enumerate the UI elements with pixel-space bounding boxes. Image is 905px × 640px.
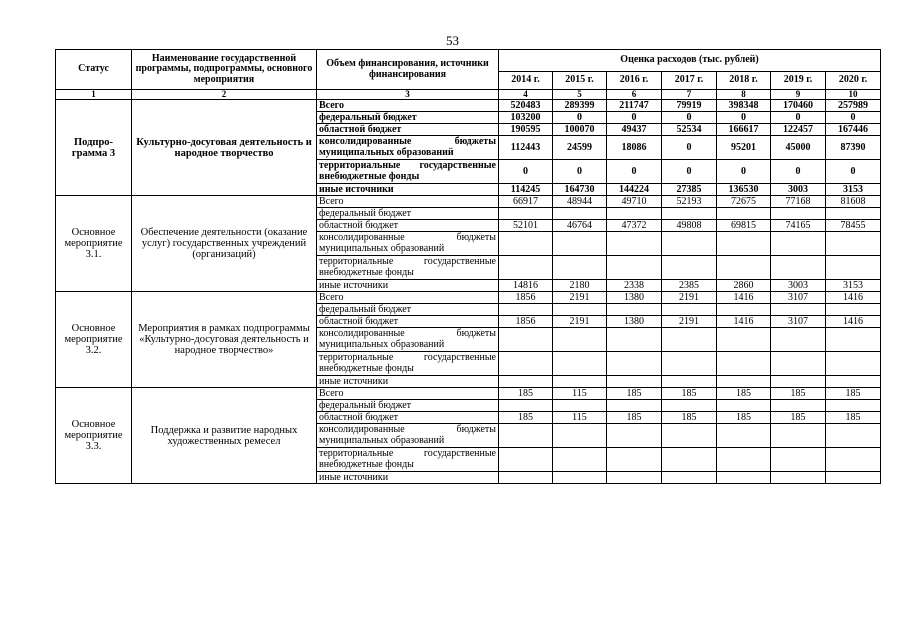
value-cell: 0 [826, 112, 881, 124]
value-cell [771, 256, 826, 280]
value-cell: 185 [499, 388, 553, 400]
value-cell [771, 232, 826, 256]
table-row [56, 292, 881, 304]
value-cell [717, 424, 771, 448]
value-cell [771, 328, 826, 352]
value-cell [717, 448, 771, 472]
funding-source: консолидированные бюджеты муниципальных образований [317, 328, 499, 352]
section-3 [56, 292, 881, 388]
value-cell: 0 [717, 112, 771, 124]
value-cell: 103200 [499, 112, 553, 124]
header-status: Статус [56, 50, 132, 90]
value-cell: 185 [662, 388, 717, 400]
funding-source: областной бюджет [317, 220, 499, 232]
value-cell [771, 352, 826, 376]
value-cell: 0 [662, 136, 717, 160]
value-cell [717, 208, 771, 220]
column-number: 8 [717, 90, 771, 100]
value-cell: 52193 [662, 196, 717, 208]
funding-source: территориальные государственные внебюджетные фонды [317, 352, 499, 376]
value-cell [607, 352, 662, 376]
value-cell: 0 [771, 112, 826, 124]
row-program-name: Обеспечение деятельности (оказание услуг) государственных учреждений (организаций) [132, 196, 317, 292]
value-cell [826, 328, 881, 352]
value-cell [607, 424, 662, 448]
value-cell: 520483 [499, 100, 553, 112]
value-cell: 18086 [607, 136, 662, 160]
value-cell [771, 400, 826, 412]
header-year: 2015 г. [553, 72, 607, 90]
value-cell: 2191 [662, 292, 717, 304]
row-status: Основное мероприятие 3.2. [56, 292, 132, 388]
value-cell: 144224 [607, 184, 662, 196]
value-cell: 100070 [553, 124, 607, 136]
value-cell [662, 328, 717, 352]
value-cell [553, 232, 607, 256]
value-cell: 170460 [771, 100, 826, 112]
value-cell [553, 256, 607, 280]
value-cell: 185 [607, 388, 662, 400]
value-cell [607, 376, 662, 388]
value-cell: 2191 [553, 292, 607, 304]
value-cell [717, 304, 771, 316]
value-cell: 3003 [771, 184, 826, 196]
page-number: 53 [446, 33, 459, 48]
value-cell: 185 [717, 388, 771, 400]
value-cell: 136530 [717, 184, 771, 196]
value-cell [826, 424, 881, 448]
value-cell [499, 328, 553, 352]
value-cell: 398348 [717, 100, 771, 112]
funding-source: Всего [317, 292, 499, 304]
value-cell: 257989 [826, 100, 881, 112]
value-cell: 122457 [771, 124, 826, 136]
value-cell: 164730 [553, 184, 607, 196]
header-year: 2017 г. [662, 72, 717, 90]
value-cell [499, 424, 553, 448]
table-row [56, 388, 881, 400]
value-cell [499, 376, 553, 388]
value-cell: 1416 [717, 316, 771, 328]
value-cell: 74165 [771, 220, 826, 232]
funding-source: Всего [317, 388, 499, 400]
value-cell: 289399 [553, 100, 607, 112]
section-4 [56, 388, 881, 484]
row-status: Основное мероприятие 3.1. [56, 196, 132, 292]
value-cell: 1856 [499, 316, 553, 328]
value-cell: 166617 [717, 124, 771, 136]
funding-source: федеральный бюджет [317, 112, 499, 124]
value-cell [826, 400, 881, 412]
value-cell [662, 232, 717, 256]
value-cell [662, 208, 717, 220]
value-cell [553, 472, 607, 484]
value-cell: 0 [553, 112, 607, 124]
value-cell [826, 448, 881, 472]
value-cell: 2385 [662, 280, 717, 292]
value-cell: 2191 [553, 316, 607, 328]
value-cell: 0 [553, 160, 607, 184]
funding-source: областной бюджет [317, 316, 499, 328]
funding-source: иные источники [317, 472, 499, 484]
funding-source: областной бюджет [317, 412, 499, 424]
value-cell [717, 256, 771, 280]
value-cell: 1380 [607, 292, 662, 304]
value-cell: 185 [826, 388, 881, 400]
funding-source: консолидированные бюджеты муниципальных образований [317, 424, 499, 448]
financing-table [55, 49, 881, 484]
value-cell [607, 208, 662, 220]
value-cell: 66917 [499, 196, 553, 208]
value-cell [499, 352, 553, 376]
table-row [56, 196, 881, 208]
funding-source: территориальные государственные внебюджетные фонды [317, 448, 499, 472]
value-cell [607, 472, 662, 484]
value-cell: 190595 [499, 124, 553, 136]
value-cell [826, 472, 881, 484]
row-program-name: Культурно-досуговая деятельность и народное творчество [132, 100, 317, 196]
value-cell [826, 304, 881, 316]
value-cell [553, 448, 607, 472]
header-year: 2019 г. [771, 72, 826, 90]
value-cell: 3153 [826, 184, 881, 196]
value-cell: 81608 [826, 196, 881, 208]
value-cell [607, 328, 662, 352]
funding-source: федеральный бюджет [317, 208, 499, 220]
value-cell [499, 232, 553, 256]
value-cell: 45000 [771, 136, 826, 160]
funding-source: Всего [317, 196, 499, 208]
value-cell [771, 304, 826, 316]
value-cell: 1416 [826, 316, 881, 328]
value-cell: 47372 [607, 220, 662, 232]
value-cell: 48944 [553, 196, 607, 208]
value-cell: 3107 [771, 316, 826, 328]
value-cell [499, 304, 553, 316]
value-cell [553, 376, 607, 388]
value-cell: 115 [553, 388, 607, 400]
value-cell [662, 304, 717, 316]
value-cell [717, 328, 771, 352]
column-number: 7 [662, 90, 717, 100]
value-cell: 114245 [499, 184, 553, 196]
value-cell [662, 352, 717, 376]
value-cell [553, 304, 607, 316]
funding-source: федеральный бюджет [317, 304, 499, 316]
value-cell: 115 [553, 412, 607, 424]
funding-source: областной бюджет [317, 124, 499, 136]
value-cell [662, 400, 717, 412]
value-cell [662, 424, 717, 448]
value-cell [771, 208, 826, 220]
value-cell [826, 376, 881, 388]
value-cell: 69815 [717, 220, 771, 232]
value-cell: 3153 [826, 280, 881, 292]
value-cell: 46764 [553, 220, 607, 232]
header-name: Наименование государственной программы, подпрограммы, основного мероприятия [132, 50, 317, 90]
value-cell [499, 256, 553, 280]
row-program-name: Поддержка и развитие народных художественных ремесел [132, 388, 317, 484]
funding-source: иные источники [317, 184, 499, 196]
value-cell: 79919 [662, 100, 717, 112]
column-numbers-row [56, 90, 881, 100]
value-cell: 1856 [499, 292, 553, 304]
value-cell [607, 232, 662, 256]
value-cell [553, 352, 607, 376]
value-cell: 185 [717, 412, 771, 424]
header-estimate: Оценка расходов (тыс. рублей) [499, 50, 881, 72]
value-cell: 1416 [826, 292, 881, 304]
value-cell: 14816 [499, 280, 553, 292]
value-cell [771, 448, 826, 472]
value-cell: 185 [607, 412, 662, 424]
table-row [56, 100, 881, 112]
header-year: 2018 г. [717, 72, 771, 90]
value-cell: 2180 [553, 280, 607, 292]
value-cell [717, 400, 771, 412]
value-cell: 1380 [607, 316, 662, 328]
funding-source: иные источники [317, 280, 499, 292]
column-number: 4 [499, 90, 553, 100]
value-cell: 0 [662, 112, 717, 124]
column-number: 3 [317, 90, 499, 100]
value-cell: 0 [662, 160, 717, 184]
value-cell [771, 376, 826, 388]
value-cell [607, 400, 662, 412]
value-cell: 167446 [826, 124, 881, 136]
value-cell: 1416 [717, 292, 771, 304]
value-cell [607, 304, 662, 316]
column-number: 6 [607, 90, 662, 100]
value-cell [553, 328, 607, 352]
value-cell [717, 232, 771, 256]
value-cell [607, 256, 662, 280]
value-cell [662, 256, 717, 280]
value-cell [717, 352, 771, 376]
value-cell: 185 [662, 412, 717, 424]
column-number: 2 [132, 90, 317, 100]
section-1 [56, 100, 881, 196]
value-cell: 185 [499, 412, 553, 424]
value-cell: 211747 [607, 100, 662, 112]
value-cell [717, 472, 771, 484]
section-2 [56, 196, 881, 292]
value-cell [717, 376, 771, 388]
value-cell [826, 232, 881, 256]
value-cell [553, 208, 607, 220]
value-cell: 27385 [662, 184, 717, 196]
funding-source: иные источники [317, 376, 499, 388]
value-cell [553, 424, 607, 448]
column-number: 9 [771, 90, 826, 100]
funding-source: Всего [317, 100, 499, 112]
value-cell [771, 472, 826, 484]
value-cell: 185 [771, 388, 826, 400]
column-number: 5 [553, 90, 607, 100]
column-number: 1 [56, 90, 132, 100]
funding-source: территориальные государственные внебюджетные фонды [317, 160, 499, 184]
value-cell: 0 [771, 160, 826, 184]
row-status: Основное мероприятие 3.3. [56, 388, 132, 484]
value-cell: 49437 [607, 124, 662, 136]
row-program-name: Мероприятия в рамках подпрограммы «Культурно-досуговая деятельность и народное творчество» [132, 292, 317, 388]
value-cell [662, 472, 717, 484]
value-cell: 49808 [662, 220, 717, 232]
value-cell [499, 472, 553, 484]
value-cell: 0 [607, 160, 662, 184]
value-cell [499, 208, 553, 220]
value-cell: 2860 [717, 280, 771, 292]
value-cell: 0 [499, 160, 553, 184]
value-cell: 3003 [771, 280, 826, 292]
value-cell: 2338 [607, 280, 662, 292]
value-cell: 2191 [662, 316, 717, 328]
value-cell: 185 [826, 412, 881, 424]
value-cell [662, 376, 717, 388]
value-cell: 49710 [607, 196, 662, 208]
value-cell: 24599 [553, 136, 607, 160]
value-cell: 87390 [826, 136, 881, 160]
funding-source: консолидированные бюджеты муниципальных образований [317, 136, 499, 160]
value-cell [553, 400, 607, 412]
funding-source: консолидированные бюджеты муниципальных образований [317, 232, 499, 256]
header-source: Объем финансирования, источники финансирования [317, 50, 499, 90]
value-cell [771, 424, 826, 448]
value-cell [499, 400, 553, 412]
funding-source: федеральный бюджет [317, 400, 499, 412]
value-cell: 185 [771, 412, 826, 424]
value-cell: 95201 [717, 136, 771, 160]
value-cell [826, 352, 881, 376]
header-year: 2016 г. [607, 72, 662, 90]
value-cell [499, 448, 553, 472]
header-year: 2020 г. [826, 72, 881, 90]
value-cell [826, 208, 881, 220]
value-cell [662, 448, 717, 472]
value-cell [826, 256, 881, 280]
value-cell: 0 [607, 112, 662, 124]
value-cell: 3107 [771, 292, 826, 304]
funding-source: территориальные государственные внебюджетные фонды [317, 256, 499, 280]
value-cell: 77168 [771, 196, 826, 208]
value-cell: 112443 [499, 136, 553, 160]
value-cell: 78455 [826, 220, 881, 232]
value-cell: 0 [826, 160, 881, 184]
value-cell: 52534 [662, 124, 717, 136]
value-cell: 52101 [499, 220, 553, 232]
value-cell: 0 [717, 160, 771, 184]
value-cell: 72675 [717, 196, 771, 208]
row-status: Подпро-грамма 3 [56, 100, 132, 196]
header-year: 2014 г. [499, 72, 553, 90]
value-cell [607, 448, 662, 472]
column-number: 10 [826, 90, 881, 100]
